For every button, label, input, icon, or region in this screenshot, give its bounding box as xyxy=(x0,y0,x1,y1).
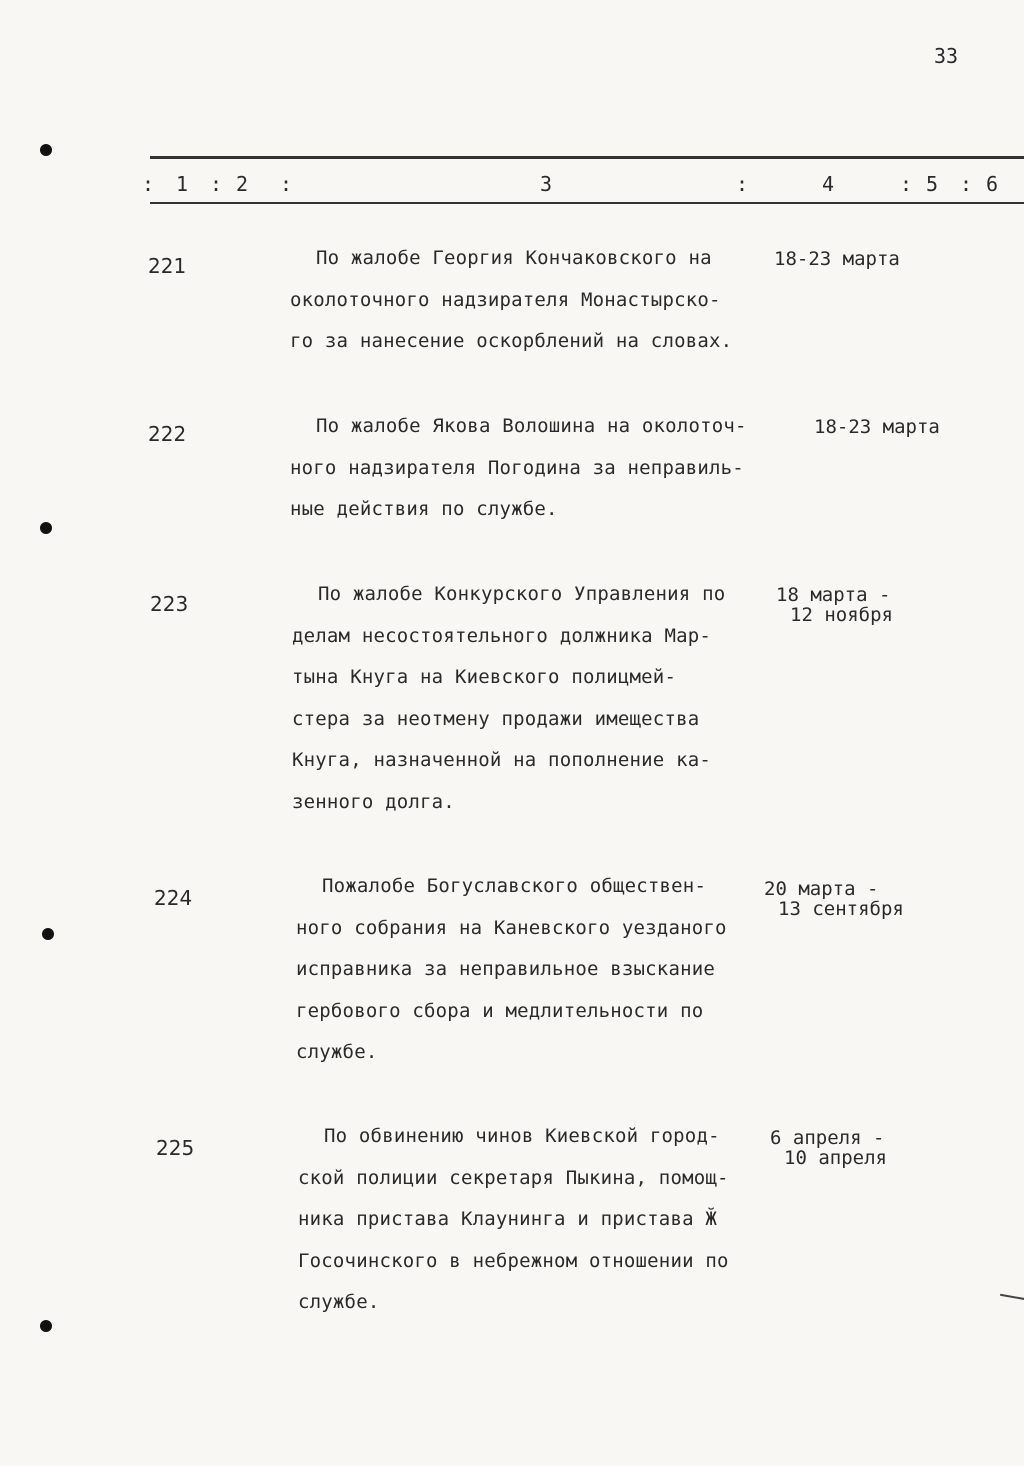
header-rule-top xyxy=(150,156,1024,159)
date-end: 12 ноября xyxy=(790,604,893,626)
column-header-1: 1 xyxy=(176,172,189,196)
entry-line: делам несостоятельного должника Мар- xyxy=(292,624,712,647)
entry-line: ного надзирателя Погодина за неправиль- xyxy=(290,456,744,479)
entry-date xyxy=(814,417,940,437)
edge-scratch xyxy=(1000,1294,1024,1300)
date-end: 10 апреля xyxy=(784,1147,887,1169)
entry-number: 221 xyxy=(148,254,187,278)
entry-number: 225 xyxy=(156,1136,195,1160)
entry-line: По жалобе Георгия Кончаковского на xyxy=(316,247,712,269)
entry-line: гербового сбора и медлительности по xyxy=(296,999,704,1022)
entry-date xyxy=(770,1128,887,1168)
column-header-3: 3 xyxy=(540,172,553,196)
entry-description xyxy=(290,406,747,531)
entry-line: исправника за неправильное взыскание xyxy=(296,958,716,980)
column-separator: : xyxy=(210,172,223,196)
entry-line: стера за неотмену продажи имещества xyxy=(292,707,700,730)
punch-hole-icon xyxy=(40,1320,52,1332)
entry-number: 224 xyxy=(154,886,193,910)
entry-number: 223 xyxy=(150,592,189,616)
page-number: 33 xyxy=(934,44,959,68)
entry-date xyxy=(776,585,893,625)
entry-line: ской полиции секретаря Пыкина, помощ- xyxy=(298,1166,729,1189)
entry-line: зенного долга. xyxy=(292,790,455,813)
entry-line: службе. xyxy=(296,1041,378,1063)
entry-line: По жалобе Конкурского Управления по xyxy=(318,583,726,605)
entry-line: службе. xyxy=(298,1291,380,1313)
punch-hole-icon xyxy=(40,144,52,156)
date-end: 13 сентября xyxy=(778,898,904,920)
entry-line: го за нанесение оскорблений на словах. xyxy=(290,330,733,352)
date-start: 20 марта - xyxy=(764,878,879,900)
date-start: 6 апреля - xyxy=(770,1127,885,1149)
date-start: 18-23 марта xyxy=(774,248,900,270)
column-header-2: 2 xyxy=(236,172,249,196)
entry-line: Кнуга, назначенной на пополнение ка- xyxy=(292,749,712,771)
entry-line: околоточного надзирателя Монастырско- xyxy=(290,288,721,311)
column-header-4: 4 xyxy=(822,172,835,196)
entry-date xyxy=(774,249,900,269)
punch-hole-icon xyxy=(42,928,54,940)
entry-description xyxy=(298,1116,729,1324)
punch-hole-icon xyxy=(40,522,52,534)
entry-line: По обвинению чинов Киевской город- xyxy=(324,1125,720,1147)
entry-line: ника пристава Клаунинга и пристава Ӂ xyxy=(298,1208,718,1230)
entry-description xyxy=(290,238,732,363)
header-rule-bottom xyxy=(150,202,1024,204)
entry-description xyxy=(292,574,725,823)
entry-line: тына Кнуга на Киевского полицмей- xyxy=(292,666,677,688)
column-separator: : xyxy=(960,172,973,196)
column-separator: : xyxy=(736,172,749,196)
column-separator: : xyxy=(142,172,155,196)
column-separator: : xyxy=(280,172,293,196)
entry-line: Пожалобе Богуславского обществен- xyxy=(322,875,707,897)
entry-line: ные действия по службе. xyxy=(290,498,558,520)
entry-line: По жалобе Якова Волошина на околоточ- xyxy=(316,415,747,437)
column-separator: : xyxy=(900,172,913,196)
date-start: 18 марта - xyxy=(776,584,891,606)
column-header-5: 5 xyxy=(926,172,939,196)
entry-date xyxy=(764,879,904,919)
entry-line: Госочинского в небрежном отношении по xyxy=(298,1249,729,1272)
entry-line: ного собрания на Каневского уезданого xyxy=(296,916,727,939)
date-start: 18-23 марта xyxy=(814,416,940,438)
entry-number: 222 xyxy=(148,422,187,446)
entry-description xyxy=(296,866,727,1074)
column-header-6: 6 xyxy=(986,172,999,196)
